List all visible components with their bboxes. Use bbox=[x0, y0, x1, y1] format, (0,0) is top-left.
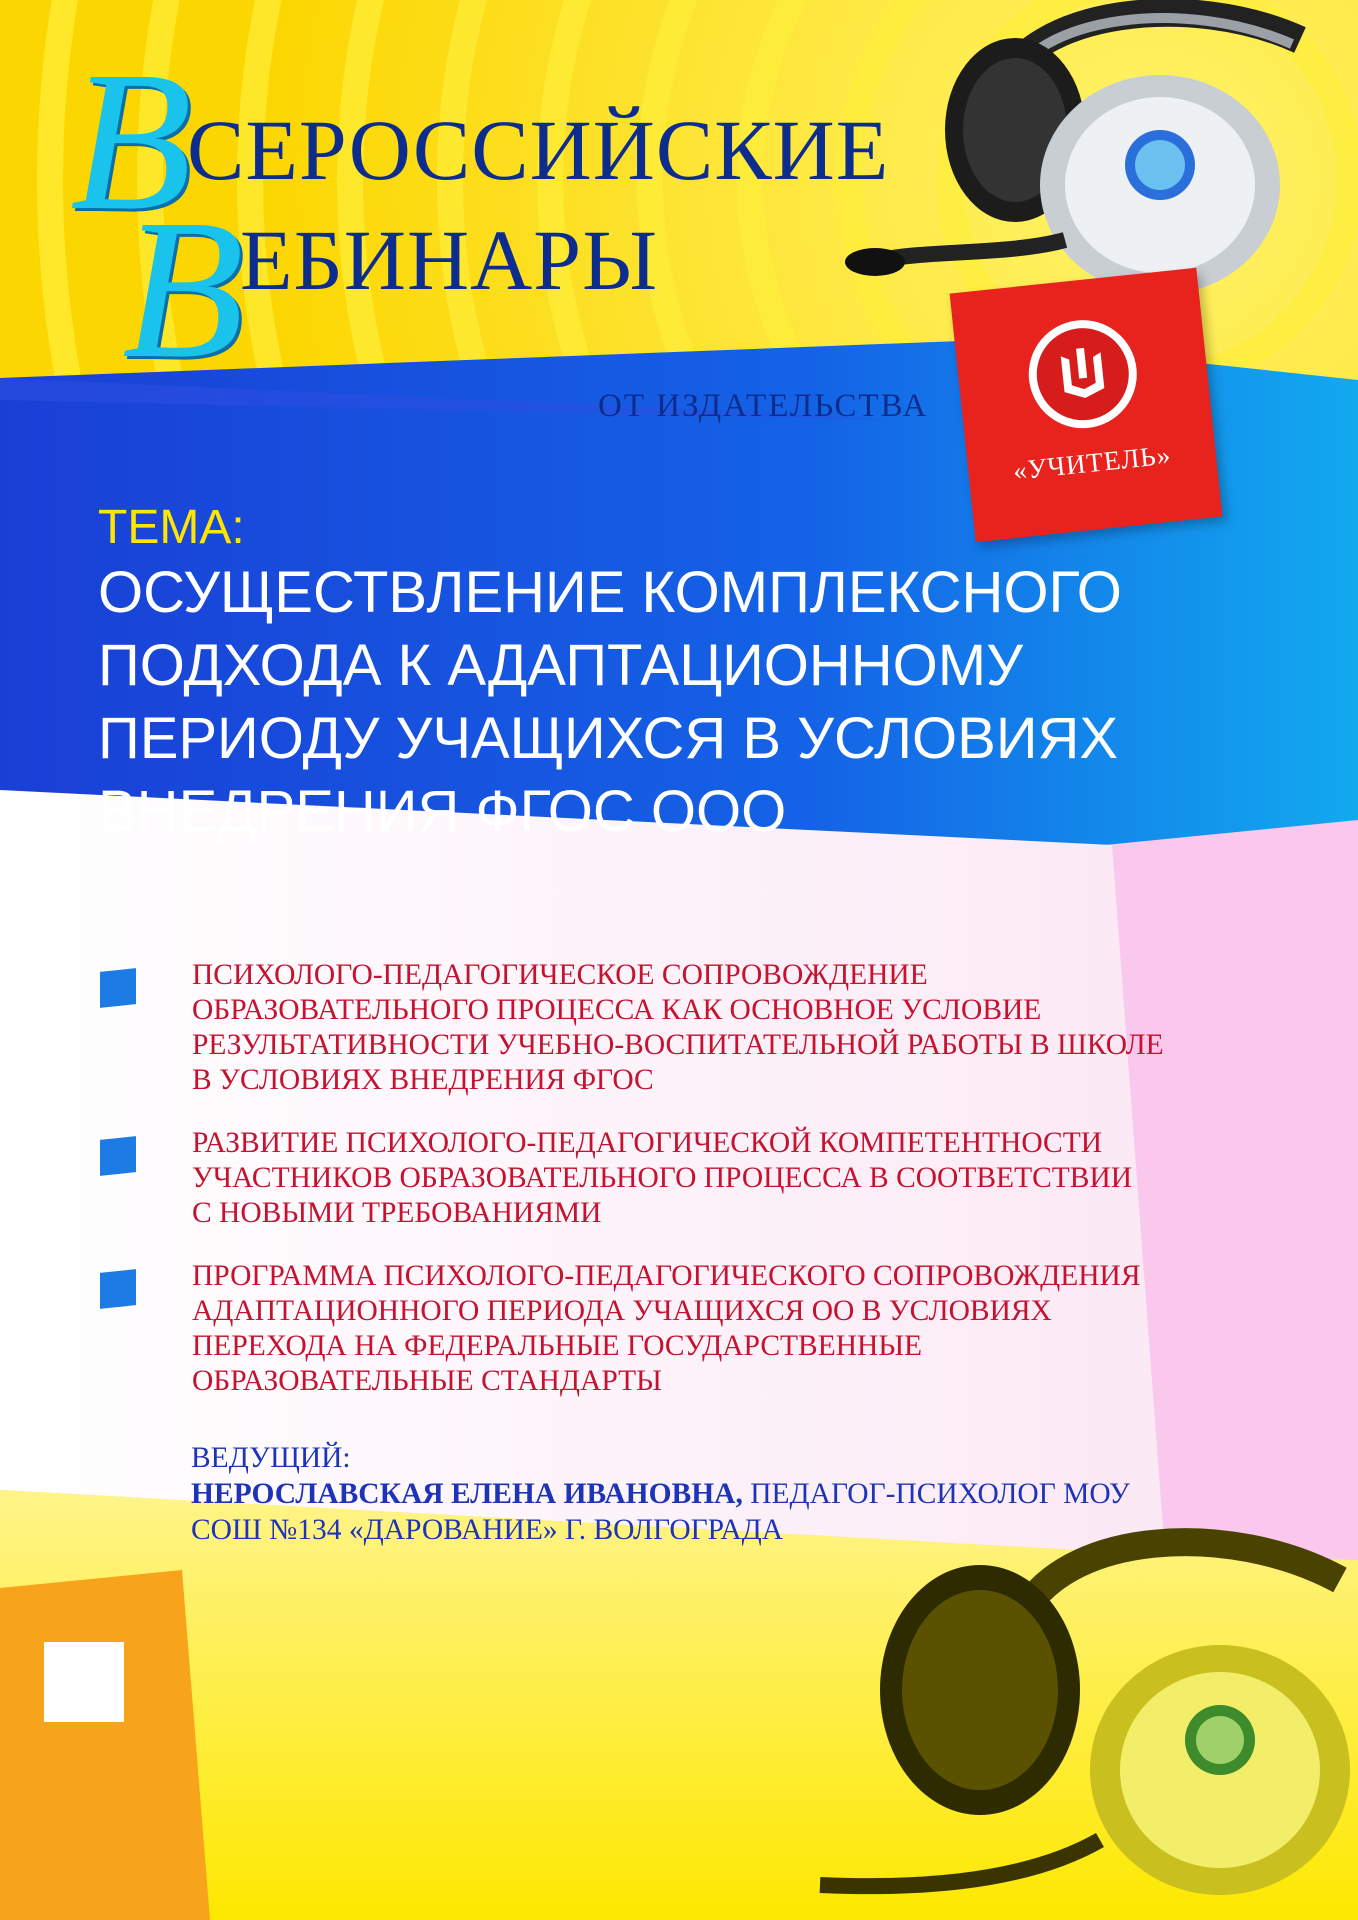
title-line-1: СЕРОССИЙСКИЕ bbox=[187, 102, 890, 198]
topic-line: ПЕРИОДУ УЧАЩИХСЯ В УСЛОВИЯХ bbox=[98, 706, 1119, 771]
list-item bbox=[100, 958, 1260, 1098]
list-item-line: ПРОГРАММА ПСИХОЛОГО-ПЕДАГОГИЧЕСКОГО СОПРОВОЖДЕНИЯ bbox=[192, 1260, 1141, 1292]
publisher-logo bbox=[950, 268, 1223, 543]
decorative-square bbox=[44, 1642, 124, 1722]
topic-line: ПОДХОДА К АДАПТАЦИОННОМУ bbox=[98, 633, 1023, 698]
bullet-square-icon bbox=[100, 1136, 136, 1176]
host-info bbox=[191, 1440, 1130, 1548]
list-item-line: ОБРАЗОВАТЕЛЬНЫЕ СТАНДАРТЫ bbox=[192, 1365, 662, 1397]
list-item-line: ОБРАЗОВАТЕЛЬНОГО ПРОЦЕССА КАК ОСНОВНОЕ УСЛОВИЕ bbox=[192, 994, 1042, 1026]
bullet-square-icon bbox=[100, 1269, 136, 1309]
list-item-line: УЧАСТНИКОВ ОБРАЗОВАТЕЛЬНОГО ПРОЦЕССА В СООТВЕТСТВИИ bbox=[192, 1162, 1133, 1194]
list-item-line: В УСЛОВИЯХ ВНЕДРЕНИЯ ФГОС bbox=[192, 1064, 654, 1096]
topic-points-list bbox=[100, 958, 1260, 1427]
publisher-logo-icon bbox=[1023, 315, 1142, 434]
topic-label: ТЕМА: bbox=[98, 501, 245, 554]
list-item bbox=[100, 1259, 1260, 1399]
title-initial-letter: В bbox=[122, 179, 245, 400]
title-initial-letter: В bbox=[70, 31, 193, 252]
list-item-line: РАЗВИТИЕ ПСИХОЛОГО-ПЕДАГОГИЧЕСКОЙ КОМПЕТЕНТНОСТИ bbox=[192, 1127, 1103, 1159]
host-organization: СОШ №134 «ДАРОВАНИЕ» Г. ВОЛГОГРАДА bbox=[191, 1514, 784, 1546]
bullet-square-icon bbox=[100, 968, 136, 1008]
title-line-2: ЕБИНАРЫ bbox=[240, 212, 659, 308]
list-item-line: АДАПТАЦИОННОГО ПЕРИОДА УЧАЩИХСЯ ОО В УСЛОВИЯХ bbox=[192, 1295, 1052, 1327]
host-role: ПЕДАГОГ-ПСИХОЛОГ МОУ bbox=[742, 1478, 1130, 1510]
headset-icon bbox=[780, 1500, 1358, 1920]
list-item-line: С НОВЫМИ ТРЕБОВАНИЯМИ bbox=[192, 1197, 602, 1229]
host-name: НЕРОСЛАВСКАЯ ЕЛЕНА ИВАНОВНА, bbox=[191, 1478, 743, 1510]
host-label: ВЕДУЩИЙ: bbox=[191, 1442, 351, 1474]
topic-title bbox=[98, 556, 1278, 848]
list-item-line: ПСИХОЛОГО-ПЕДАГОГИЧЕСКОЕ СОПРОВОЖДЕНИЕ bbox=[192, 959, 928, 991]
list-item-line: РЕЗУЛЬТАТИВНОСТИ УЧЕБНО-ВОСПИТАТЕЛЬНОЙ РАБОТЫ В ШКОЛЕ bbox=[192, 1029, 1164, 1061]
headset-icon bbox=[830, 0, 1358, 300]
publisher-logo-label: «УЧИТЕЛЬ» bbox=[1011, 439, 1173, 486]
topic-line: ВНЕДРЕНИЯ ФГОС ООО bbox=[98, 779, 787, 844]
topic-line: ОСУЩЕСТВЛЕНИЕ КОМПЛЕКСНОГО bbox=[98, 560, 1122, 625]
list-item bbox=[100, 1126, 1260, 1231]
list-item-line: ПЕРЕХОДА НА ФЕДЕРАЛЬНЫЕ ГОСУДАРСТВЕННЫЕ bbox=[192, 1330, 923, 1362]
publisher-caption: ОТ ИЗДАТЕЛЬСТВА bbox=[598, 388, 929, 424]
